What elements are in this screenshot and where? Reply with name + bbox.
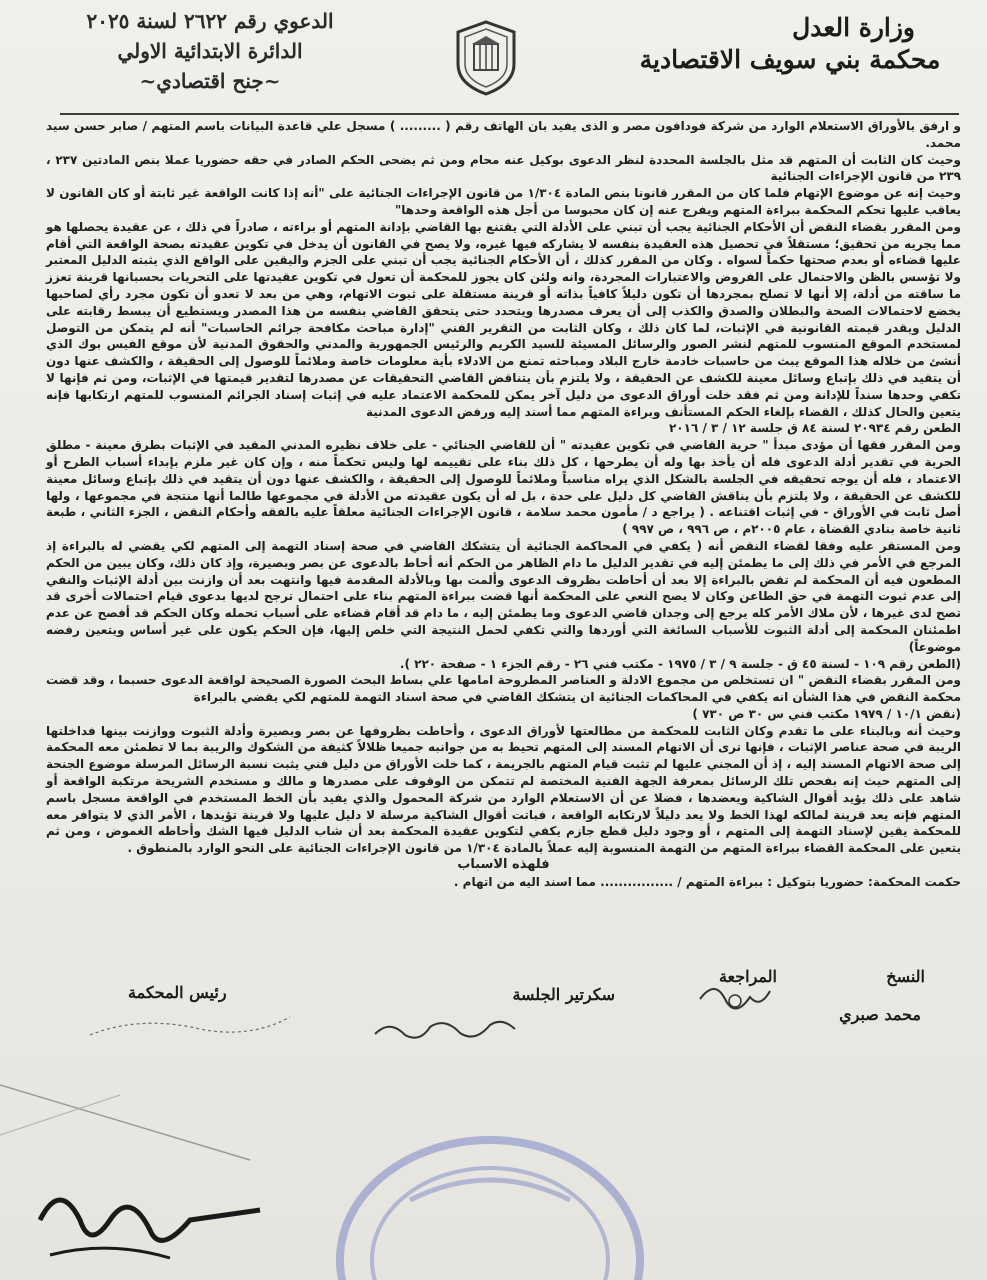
paragraph: وحيث كان الثابت أن المتهم قد مثل بالجلسة المحددة لنظر الدعوى بوكيل عنه محام ومن ثم يضحى الحكم الصادر في حقه حضوريا عملا بنص المادتين ٢٣٧ ، ٢٣٩ من قانون الإجراءات الجنائية bbox=[46, 152, 961, 184]
citation: (الطعن رقم ١٠٩ - لسنة ٤٥ ق - جلسة ٩ / ٣ / ١٩٧٥ - مكتب فني ٢٦ - رقم الجزء ١ - صفحة ٢٢٠ ). bbox=[399, 656, 961, 671]
circuit-name: الدائرة الابتدائية الاولي bbox=[117, 39, 303, 63]
header-divider bbox=[60, 113, 959, 115]
verdict: حكمت المحكمة: حضوريا بتوكيل : ببراءة المتهم / ................ مما اسند اليه من اتهام . bbox=[453, 874, 961, 889]
paragraph: وحيث أنه وبالبناء على ما تقدم وكان الثابت للمحكمة من مطالعتها لأوراق الدعوى ، وأحاطت بظروفها عن بصر وبصيرة وأدلة الثبوت ووازنت بينها فداخلتها الريبة في صحة عناصر الإثبات ، فإنها ترى أن الاتهام المسند إلى المتهم تحيط به من جوانبه جميعا ظلالاً كثيفة من الشكوك والريبة بما لا تطمئن معه المحكمة إلى صحة الاتهام المسند إليه ، إذ أن المجني عليها لم تثبت قيام المتهم بالجريمة ، كما خلت الأوراق من دليل فني يثبت نسبة الرسائل المرسلة موضوع الجنحة إلى المتهم حيث إنه بفحص تلك الرسائل بمعرفة الجهة الفنية المختصة لم تتمكن من الوقوف على مصدرها و مالك و مستخدم الشريحة مرتكبة الواقعة أو شاهد على ذلك يؤيد أقوال الشاكية ويعضدها ، فضلا عن أن الاستعلام الوارد من شركة المحمول والذي يفيد بأن الخط المستخدم في الواقعة مسجل باسم المتهم فإنه يعد قرينة لمالكه لهذا الخط ولا يعد دليلاً لارتكابه الواقعة ، فباتت أقوال الشاكية مرسلة لا دليل عليها ولا قرينة تؤيدها ، الأمر الذي لا يتوافر معه للمحكمة يقين لإسناد التهمة إلى المتهم ، أو وجود دليل قطع جازم يكفي لتكوين عقيدة المحكمة بعد أن شاب الدليل فيها الشك وأحاطه الغموض ، ومن ثم يتعين على المحكمة القضاء ببراءة المتهم من التهمة المنسوبة إليه عملاً بالمادة ١/٣٠٤ من قانون الإجراءات الجنائية على النحو الوارد بالمنطوق . bbox=[46, 723, 961, 856]
paragraph: ومن المقرر بقضاء النقض أن الأحكام الجنائية يجب أن تبني على الأدلة التي يقتنع بها القاضي بإدانة المتهم أو براءته ، صادراً في ذلك ، عن عقيدة يحصلها هو مما يجريه من تحقيق؛ مستقلاً في تحصيل هذه العقيدة بنفسه لا يشاركه فيها غيره، ولا يصح في القانون أن يدخل في تكوين عقيدته بصحة الواقعة التي أقام عليها قضاءه أو بعدم صحتها حكماً لسواه . وكان من المقرر كذلك ، أن الأحكام الجنائية يجب أن تبني على الجزم واليقين على الواقع الذي يثبته الدليل المعتبر ولا تؤسس بالظن والاحتمال على الفروض والاعتبارات المجردة، وانه ولئن كان يجوز للمحكمة أن تعول في تكوين عقيدتها على التحريات بحسبانها قرينة تعزز ما ساقته من أدلة، إلا أنها لا تصلح بمجردها أن تكون دليلاً كافياً بذاته أو قرينة مستقلة على ثبوت الاتهام، وهي من بعد لا تعدو أن تكون مجرد رأي لصاحبها يخضع لاحتمالات الصحة والبطلان والصدق والكذب إلى أن يعرف مصدرها ويتحدد حتى يتحقق القاضي بنفسه من هذا المصدر ويستطيع أن يبسط رقابته على الدليل ويقدر قيمته القانونية في الإثبات، لما كان ذلك ، وكان الثابت من التقرير الفني "إدارة مباحث مكافحة جرائم الحاسبات" أنه لم يتمكن من التوصل لمستخدم الموقع المنسوب للمتهم لنشر الصور والرسائل المسيئة للسيد الكريم والرئيس الجمهورية والمدني والحقوق المدنية لأن موقع الفيس بوك الذي أنشئ من خلاله هذا الموقع يبث من حاسبات خادمة خارج البلاد ومباحثه تمنع من الادلاء بأية معلومات خاصة وملائماً للوصول إلى الحقيقة ، والكشف عنها دون أن يتقيد في ذلك بإتباع وسائل معينة للكشف عن الحقيقة ، ولا يلتزم بأن يتناقض القاضي التحقيقات عن مصدرها لتقدير قيمتها في الإثبات، ومن ثم فإنها لا تكفي وحدها سنداً للإدانة ومن ثم فقد خلت أوراق الدعوى من دليل آخر يمكن للمحكمة الاعتماد عليه في إثبات إسناد الجرائم المنسوب للمتهم ارتكابها فإنه يتعين والحال كذلك ، القضاء بإلغاء الحكم المستأنف وبراءة المتهم مما أسند إليه ورفض الدعوى المدنية bbox=[46, 219, 961, 419]
reviewer-title: المراجعة bbox=[718, 967, 777, 986]
copyist-name: محمد صبري bbox=[839, 1005, 921, 1024]
case-heading bbox=[60, 6, 360, 96]
citation: (نقض ١٠/١ / ١٩٧٩ مكتب فني س ٣٠ ص ٧٣٠ ) bbox=[692, 706, 961, 721]
president-signature-line-icon bbox=[80, 1005, 300, 1045]
reasons-heading: فلهذه الاسباب bbox=[457, 857, 550, 873]
copyist-title: النسخ bbox=[886, 967, 925, 986]
citation: الطعن رقم ٢٠٩٣٤ لسنة ٨٤ ق جلسة ١٢ / ٣ / ٢٠١٦ bbox=[668, 421, 961, 436]
case-number: الدعوي رقم ٢٦٢٢ لسنة ٢٠٢٥ bbox=[86, 9, 334, 33]
court-emblem-icon bbox=[450, 18, 522, 98]
paragraph: ومن المقرر فقها أن مؤدى مبدأ " حرية القاضي في تكوين عقيدته " أن للقاضي الجنائي - على خلاف نظيره المدني المقيد في الإثبات بطرق معينة - مطلق الحرية في تقدير أدلة الدعوى فله أن يأخذ بها وله أن يطرحها ، كل ذلك بناء على تقييمه لها وليس تحكماً منه ، وإن كان غير ملزم بإبداء أسباب الطرح أو الاعتماد ، فله أن يوجه تحقيقه في الجلسة بالشكل الذي يراه مناسباً وملائماً للوصول إلى الحقيقة ، والكشف عنها دون أن يتقيد في ذلك بإتباع وسائل معينة للكشف عن الحقيقة ، ولا يلتزم بأن يناقش القاضي كل دليل على حدة ، بل له أن يكون عقيدته من الأدلة في مجموعها طالما أنها منتجة في مجموعها ، ولها أصل ثابت في الأوراق - في إثبات اقتناعه . ( يراجع د / مأمون محمد سلامة ، قانون الإجراءات الجنائية معلقاً عليه بالفقه وأحكام النقض ، الجزء الثاني ، طبعة ثانية خاصة بنادي القضاة ، عام ٢٠٠٥م ، ص ٩٩٦ ، ص ٩٩٧ ) bbox=[46, 438, 961, 537]
ministry-name: وزارة العدل bbox=[792, 13, 915, 42]
court-name: محكمة بني سويف الاقتصادية bbox=[639, 45, 941, 74]
signature-block bbox=[0, 965, 987, 1085]
paragraph: و ارفق بالأوراق الاستعلام الوارد من شركة فودافون مصر و الذى يفيد بان الهاتف رقم ( ......... ) مسجل علي قاعدة البيانات باسم المتهم / صابر حسن سيد محمد. bbox=[46, 119, 961, 150]
secretary-signature-icon bbox=[370, 1009, 520, 1049]
handwritten-signature-icon bbox=[20, 1160, 280, 1270]
court-heading bbox=[625, 12, 955, 76]
reviewer-signature-icon bbox=[690, 979, 780, 1019]
paragraph: ومن المستقر عليه وفقا لقضاء النقض أنه ( يكفي في المحاكمة الجنائية أن يتشكك القاضي في صحة إسناد التهمة إلى المتهم لكي يقضي له بالبراءة إذ المرجع في الأمر في ذلك إلى ما يطمئن إليه في تقدير الدليل ما دام الظاهر من الحكم أنه أحاط بالدعوى عن بصر وبصيرة، وإذ كان ذلك، وكان يبين من الحكم المطعون فيه أن المحكمة لم تقض بالبراءة إلا بعد أن أحاطت بظروف الدعوى وألمت بها وبالأدلة المقدمة فيها وانتهت بعد أن وازنت بين أدلة الإثبات والنفي إلى عدم ثبوت التهمة في حق الطاعن وكان لا يصح النعي على المحكمة أنها قضت ببراءة المتهم بناء على احتمال ترجح لديها بدعوى قيام احتمالات أخرى قد تصح لدى غيرها ، لأن ملاك الأمر كله يرجع إلى وجدان قاضي الدعوى وما يطمئن إليه ، ما دام قد أقام قضاءه على أسباب تحمله وكان الحكم قد أفصح عن عدم اطمئنان المحكمة إلى أدلة الثبوت للأسباب السائغة التي أوردها والتي تكفي لحمل النتيجة التي خلص إليها، فإن الحكم يكون على غير أساس ويتعين رفضه موضوعاً) bbox=[46, 538, 961, 654]
court-stamp-icon bbox=[330, 1110, 650, 1280]
division-name: ~جنح اقتصادي~ bbox=[139, 69, 281, 93]
document-header bbox=[0, 0, 987, 110]
paper-crease-icon bbox=[0, 1075, 260, 1165]
paragraph: ومن المقرر بقضاء النقض " ان تستخلص من مجموع الادلة و العناصر المطروحة امامها علي بساط البحث الصورة الصحيحة لواقعة الدعوى حسبما ، وقد قضت محكمة النقض في هذا الشأن انه يكفي في المحاكمات الجنائية ان يتشكك القاضي في صحة اسناد التهمة للمتهم لكي يقضي بالبراءة bbox=[46, 673, 961, 705]
paragraph: وحيث إنه عن موضوع الإتهام فلما كان من المقرر قانونا بنص المادة ١/٣٠٤ من قانون الإجراءات الجنائية على "أنه إذا كانت الواقعة غير ثابتة أو كان القانون لا يعاقب عليها تحكم المحكمة ببراءة المتهم ويفرج عنه إن كان محبوسا من أجل هذه الواقعة وحدها" bbox=[46, 186, 961, 217]
secretary-title: سكرتير الجلسة bbox=[512, 985, 615, 1004]
president-title: رئيس المحكمة bbox=[128, 983, 227, 1002]
judgment-body bbox=[46, 118, 961, 891]
